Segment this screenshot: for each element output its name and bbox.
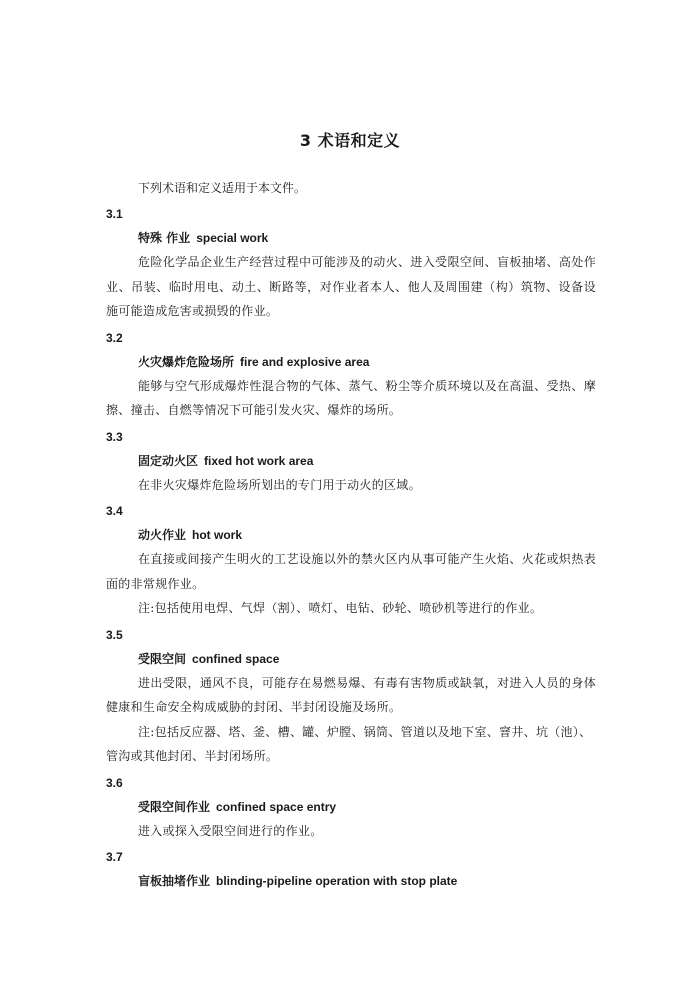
intro-paragraph: 下列术语和定义适用于本文件。 [138,181,307,195]
term-3-1 [106,202,596,324]
term-number: 3.6 [106,775,123,790]
term-definition: 在直接或间接产生明火的工艺设施以外的禁火区内从事可能产生火焰、火花或炽热表面的非常规作业。 [106,552,596,591]
term-note: 注:包括使用电焊、气焊（割）、喷灯、电钻、砂轮、喷砂机等进行的作业。 [138,601,543,615]
term-definition: 进入或探入受限空间进行的作业。 [138,823,323,838]
term-number: 3.4 [106,504,123,518]
term-heading [106,449,596,473]
term-definition: 能够与空气形成爆炸性混合物的气体、蒸气、粉尘等介质环境以及在高温、受热、摩擦、撞击、自燃等情况下可能引发火灾、爆炸的场所。 [106,378,596,417]
term-en: blinding-pipeline operation with stop plate [216,874,458,888]
term-heading [106,523,596,547]
term-3-3 [106,425,596,498]
term-definition: 危险化学品企业生产经营过程中可能涉及的动火、进入受限空间、盲板抽堵、高处作业、吊装、临时用电、动土、断路等，对作业者本人、他人及周围建（构）筑物、设备设施可能造成危害或损毁的作业。 [106,255,596,318]
term-zh: 固定动火区 [138,453,199,468]
term-en: hot work [192,528,243,542]
term-en: fixed hot work area [204,453,314,468]
term-zh: 受限空间 [138,651,187,666]
chapter-title: 3 术语和定义 [299,131,401,150]
term-zh: 受限空间作业 [138,799,211,814]
term-en: special work [196,231,269,245]
term-en: confined space [192,651,280,666]
term-note: 注:包括反应器、塔、釜、槽、罐、炉膛、锅筒、管道以及地下室、窨井、坑（池）、管沟或其他封闭、半封闭场所。 [106,724,592,763]
term-3-6 [106,771,596,844]
term-number: 3.5 [106,627,123,642]
term-zh: 火灾爆炸危险场所 [138,354,235,369]
term-heading [106,795,596,819]
term-3-2 [106,326,596,423]
document-body [106,176,596,893]
term-zh: 盲板抽堵作业 [138,874,211,888]
term-number: 3.3 [106,429,123,444]
term-heading [106,869,596,893]
term-3-4 [106,499,596,621]
term-3-7 [106,845,596,893]
term-3-5 [106,623,596,769]
term-number: 3.7 [106,850,123,864]
term-number: 3.2 [106,330,123,345]
term-heading [106,226,596,250]
term-zh: 动火作业 [138,528,187,542]
term-en: confined space entry [216,799,337,814]
term-definition: 进出受限，通风不良，可能存在易燃易爆、有毒有害物质或缺氧，对进入人员的身体健康和生命安全构成威胁的封闭、半封闭设施及场所。 [106,675,596,714]
term-en: fire and explosive area [240,354,370,369]
term-heading [106,647,596,671]
term-zh: 特殊 作业 [138,231,191,245]
term-heading [106,350,596,374]
term-definition: 在非火灾爆炸危险场所划出的专门用于动火的区域。 [138,477,421,492]
term-number: 3.1 [106,207,123,221]
